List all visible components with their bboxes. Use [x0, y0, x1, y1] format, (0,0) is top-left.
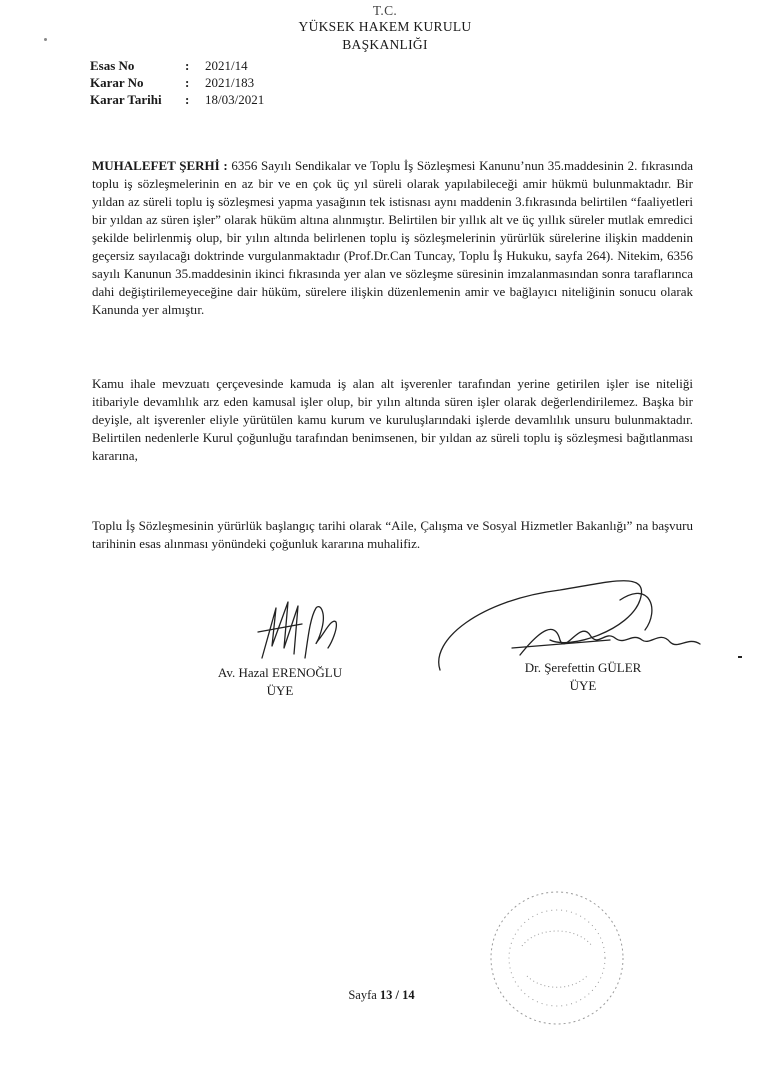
meta-row-tarih [90, 92, 264, 109]
signatory-role: ÜYE [569, 678, 597, 693]
meta-colon: : [185, 75, 190, 90]
header-country: T.C. [372, 3, 398, 18]
meta-label: Karar Tarihi [90, 92, 162, 107]
ink-mark [738, 656, 742, 658]
dissent-paragraph-3: Toplu İş Sözleşmesinin yürürlük başlangıç tarihi olarak “Aile, Çalışma ve Sosyal Hizmetler Bakanlığı” na başvuru tarihinin esas alınması yönündeki çoğunluk kararına muhalifiz. [92, 518, 693, 551]
header-department: BAŞKANLIĞI [342, 37, 428, 52]
meta-value: 18/03/2021 [205, 92, 265, 107]
header-institution: YÜKSEK HAKEM KURULU [298, 19, 472, 34]
case-metadata [90, 58, 264, 109]
signatory-right [503, 660, 663, 696]
page-total: 14 [402, 988, 415, 1002]
signatory-name: Dr. Şerefettin GÜLER [524, 660, 642, 675]
page-label: Sayfa [348, 988, 377, 1002]
meta-row-karar [90, 75, 264, 92]
page-footer [0, 988, 763, 1003]
dissent-heading: MUHALEFET ŞERHİ : [92, 158, 228, 173]
meta-row-esas [90, 58, 264, 75]
meta-value: 2021/14 [205, 58, 248, 73]
page-separator: / [395, 988, 400, 1002]
signature-left [250, 598, 360, 668]
meta-value: 2021/183 [205, 75, 255, 90]
meta-colon: : [185, 92, 190, 107]
meta-label: Karar No [90, 75, 144, 90]
signatory-role: ÜYE [266, 683, 294, 698]
meta-colon: : [185, 58, 190, 73]
dissent-paragraph-1 [92, 157, 693, 319]
dissent-paragraph-2: Kamu ihale mevzuatı çerçevesinde kamuda iş alan alt işverenler tarafından yerine getirilen işler ise niteliği itibariyle devamlılık arz eden kamusal işler olup, bir yılın altında süren işler olarak değerlendirilemez. Başka bir deyişle, alt işverenler eliyle yürütülen kamu kurum ve kuruluşlarındaki işlerde devamlılık unsuru bulunmaktadır. Belirtilen nedenlerle Kurul çoğunluğu tarafından benimsenen, bir yıldan az süreli toplu iş sözleşmesi bağıtlanması kararına, [92, 376, 693, 463]
paragraph-text: 6356 Sayılı Sendikalar ve Toplu İş Sözleşmesi Kanunu’nun 35.maddesinin 2. fıkrasında toplu iş sözleşmelerinin en az bir ve en çok üç yıl süreli olarak yapılabileceği amir hükmü bulunmaktadır. Bir yıldan az süreli toplu iş sözleşmesi yapma yasağının tek istisnası aynı maddenin 3.fıkrasında belirtilen “faaliyetleri bir yıldan az süren işler” olarak hüküm altına alınmıştır. Belirtilen bir yıllık alt ve üç yıllık süreler mutlak emredici şekilde belirlenmiş olup, bir yılın altında belirlenen toplu iş sözleşmelerinin yürürlük sürelerine ilişkin maddenin geçersiz sayılacağı doktrinde vurgulanmaktadır (Prof.Dr.Can Tuncay, Toplu İş Hukuku, sayfa 264). Nitekim, 6356 sayılı Kanunun 35.maddesinin ikinci fıkrasında yer alan ve sözleşme süresinin imzalanmasından sonra taraflarınca dahi değiştirilemeyeceğine dair hüküm, sürelere ilişkin düzenlemenin amir ve bağlayıcı niteliğinin sonucu olarak Kanunda yer almıştır. [92, 158, 693, 317]
official-seal [482, 886, 632, 1031]
page-current: 13 [379, 988, 393, 1002]
signatory-left [200, 665, 360, 701]
meta-label: Esas No [90, 58, 135, 73]
signatory-name: Av. Hazal ERENOĞLU [217, 665, 343, 680]
